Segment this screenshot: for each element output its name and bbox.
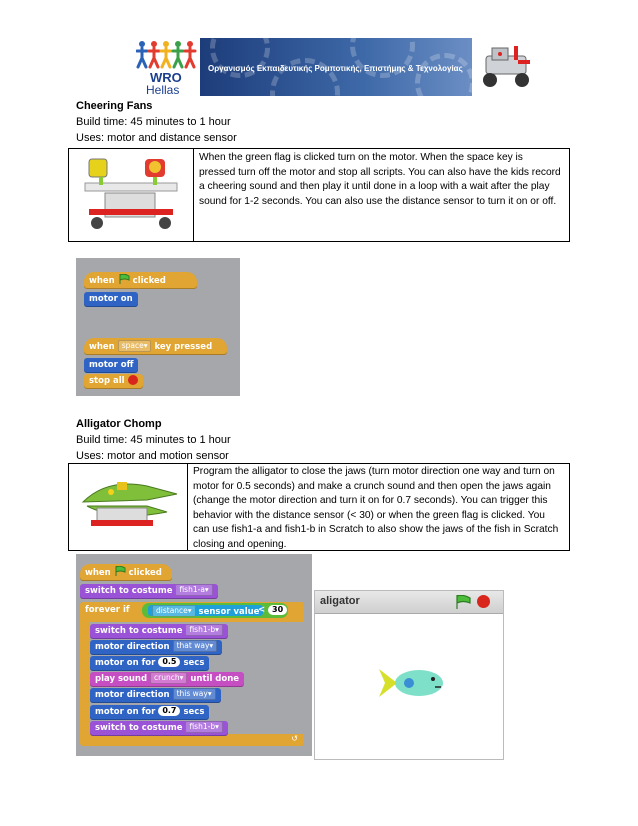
- logo-wro-text: WRO: [150, 70, 182, 85]
- stage-title: aligator: [320, 595, 360, 607]
- section1-description: When the green flag is clicked turn on the motor. When the space key is pressed turn off the motor and stop all scripts. You can also have the kids record a cheering sound and then play it until done in a loop with a wait after the play sound for 1-2 seconds. You can also use the distance sensor to turn it on or off.: [199, 152, 561, 207]
- switch-costume-block[interactable]: [90, 624, 228, 639]
- block-text: until done: [190, 674, 240, 684]
- block-text: clicked: [132, 276, 166, 286]
- section2-build-time: Build time: 45 minutes to 1 hour: [76, 434, 231, 446]
- section1-title: Cheering Fans: [76, 100, 153, 112]
- banner-text: Οργανισμός Εκπαιδευτικής Ρομποτικής, Επιστήμης & Τεχνολογίας: [208, 64, 463, 73]
- section1-uses: Uses: motor and distance sensor: [76, 132, 237, 144]
- direction-dropdown[interactable]: that way▾: [173, 640, 218, 652]
- motor-on-for-block[interactable]: [90, 705, 209, 720]
- block-text: when: [89, 342, 115, 352]
- scratch-script-1: [76, 258, 240, 396]
- direction-dropdown[interactable]: this way▾: [173, 688, 216, 700]
- costume-dropdown[interactable]: fish1-b▾: [185, 624, 222, 636]
- seconds-input[interactable]: 0.7: [158, 706, 180, 716]
- section2-title: Alligator Chomp: [76, 418, 162, 430]
- block-text: forever if: [85, 605, 130, 615]
- section2-uses: Uses: motor and motion sensor: [76, 450, 229, 462]
- stop-icon[interactable]: [477, 595, 490, 608]
- block-text: stop all: [89, 376, 125, 386]
- block-text: key pressed: [154, 342, 213, 352]
- motor-direction-block[interactable]: [90, 640, 222, 655]
- block-text: play sound: [95, 674, 148, 684]
- key-dropdown[interactable]: space▾: [118, 340, 152, 352]
- section2-table: [68, 463, 570, 551]
- block-text: when: [89, 276, 115, 286]
- alligator-image: [77, 472, 183, 538]
- stop-all-block[interactable]: [84, 374, 143, 389]
- motor-direction-block[interactable]: [90, 688, 221, 703]
- block-text: switch to costume: [95, 626, 183, 636]
- motor-on-for-block[interactable]: [90, 656, 209, 671]
- stage-header: [315, 591, 503, 614]
- sensor-value-reporter[interactable]: [148, 605, 266, 617]
- play-sound-block[interactable]: [90, 672, 244, 687]
- costume-dropdown[interactable]: fish1-b▾: [185, 721, 222, 733]
- block-text: sensor value: [198, 607, 260, 617]
- scratch-stage: [314, 590, 504, 760]
- key-dropdown-value: space: [121, 341, 144, 350]
- block-text: motor on for: [95, 658, 156, 668]
- motor-off-block[interactable]: motor off: [84, 358, 138, 373]
- block-text: motor direction: [95, 642, 170, 652]
- stop-icon: [128, 375, 138, 385]
- green-flag-icon[interactable]: [455, 595, 471, 609]
- loop-arrow-icon: ↺: [291, 734, 298, 743]
- direction-value: that way: [176, 641, 210, 650]
- section1-build-time: Build time: 45 minutes to 1 hour: [76, 116, 231, 128]
- less-than-operator: <: [258, 605, 266, 615]
- wro-people-logo: [136, 40, 198, 70]
- threshold-input[interactable]: 30: [268, 605, 287, 615]
- costume-value: fish1-b: [189, 625, 216, 634]
- when-flag-clicked-block[interactable]: [84, 272, 197, 289]
- section1-table: [68, 148, 570, 242]
- costume-dropdown[interactable]: fish1-a▾: [175, 584, 212, 596]
- sound-dropdown[interactable]: crunch▾: [150, 672, 187, 684]
- switch-costume-block[interactable]: [80, 584, 218, 599]
- block-text: switch to costume: [95, 723, 183, 733]
- green-flag-icon: [114, 566, 126, 576]
- block-text: motor on for: [95, 707, 156, 717]
- cheering-fans-image: [75, 153, 187, 237]
- direction-value: this way: [176, 689, 208, 698]
- robot-image: [476, 40, 538, 90]
- logo-hellas-text: Hellas: [146, 83, 180, 97]
- block-text: secs: [183, 707, 205, 717]
- costume-value: fish1-a: [179, 585, 205, 594]
- block-text: switch to costume: [85, 586, 173, 596]
- header-banner: [200, 38, 472, 96]
- block-text: motor direction: [95, 690, 170, 700]
- when-flag-clicked-block[interactable]: [80, 564, 172, 581]
- fish-sprite[interactable]: [379, 665, 445, 701]
- costume-value: fish1-b: [189, 722, 216, 731]
- scratch-script-2: [76, 554, 312, 756]
- block-text: when: [85, 568, 111, 578]
- sound-value: crunch: [154, 673, 180, 682]
- block-text: clicked: [128, 568, 162, 578]
- forever-if-header: [80, 603, 284, 618]
- green-flag-icon: [118, 274, 130, 284]
- block-text: secs: [183, 658, 205, 668]
- motor-on-block[interactable]: motor on: [84, 292, 138, 307]
- when-key-pressed-block[interactable]: [84, 338, 227, 355]
- sensor-value: distance: [156, 606, 188, 615]
- switch-costume-block[interactable]: [90, 721, 228, 736]
- section2-description: Program the alligator to close the jaws (turn motor direction one way and turn on motor for 0.5 seconds) and make a crunch sound and then open the jaws again (change the motor direction and turn it on for 0.7 seconds). You can trigger this behavior with the distance sensor (< 30) or when the green flag is clicked. You can use fish1-a and fish1-b in Scratch to also show the jaws of the fish in Scratch closing and opening.: [193, 466, 559, 550]
- sensor-dropdown[interactable]: distance▾: [152, 605, 196, 617]
- seconds-input[interactable]: 0.5: [158, 657, 180, 667]
